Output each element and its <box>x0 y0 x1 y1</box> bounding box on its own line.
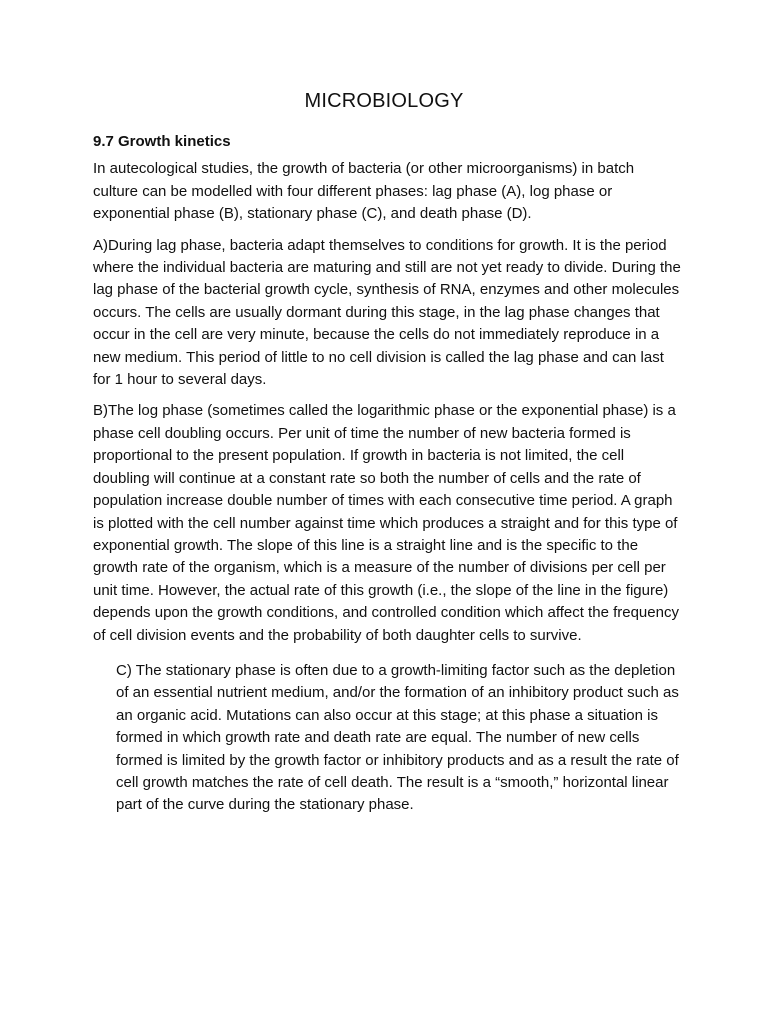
paragraph-intro: In autecological studies, the growth of bacteria (or other microorganisms) in batch culture can be modelled with four different phases: lag phase (A), log phase or exponential phase (B), stationary phase (C), and death phase (D). <box>93 160 635 223</box>
document-body <box>93 131 681 826</box>
paragraph-stationary-phase: C) The stationary phase is often due to a growth-limiting factor such as the depletion of an essential nutrient medium, and/or the formation of an inhibitory product such as an organic acid. Mutations can also occur at this stage; at this phase a situation is formed in which growth rate and death rate are equal. The number of new cells formed is limited by the growth factor or inhibitory products and as a result the rate of cell growth matches the rate of cell death. The result is a “smooth,” horizontal linear part of the curve during the stationary phase. <box>116 661 679 814</box>
paragraph-lag-phase: A)During lag phase, bacteria adapt themselves to conditions for growth. It is the period where the individual bacteria are maturing and still are not yet ready to divide. During the lag phase of the bacterial growth cycle, synthesis of RNA, enzymes and other molecules occurs. The cells are usually dormant during this stage, in the lag phase changes that occur in the cell are very minute, because the cells do not immediately reproduce in a new medium. This period of little to no cell division is called the lag phase and can last for 1 hour to several days. <box>93 236 681 389</box>
paragraph-log-phase: B)The log phase (sometimes called the logarithmic phase or the exponential phase) is a phase cell doubling occurs. Per unit of time the number of new bacteria formed is proportional to the present population. If growth in bacteria is not limited, the cell doubling will continue at a constant rate so both the number of cells and the rate of population increase double number of times with each consecutive time period. A graph is plotted with the cell number against time which produces a straight and for this type of exponential growth. The slope of this line is a straight line and is the specific to the growth rate of the organism, which is a measure of the number of divisions per cell per unit time. However, the actual rate of this growth (i.e., the slope of the line in the figure) depends upon the growth conditions, and controlled condition which affect the frequency of cell division events and the probability of both daughter cells to survive. <box>93 402 679 644</box>
page-title: MICROBIOLOGY <box>304 90 464 112</box>
section-heading: 9.7 Growth kinetics <box>93 133 231 150</box>
